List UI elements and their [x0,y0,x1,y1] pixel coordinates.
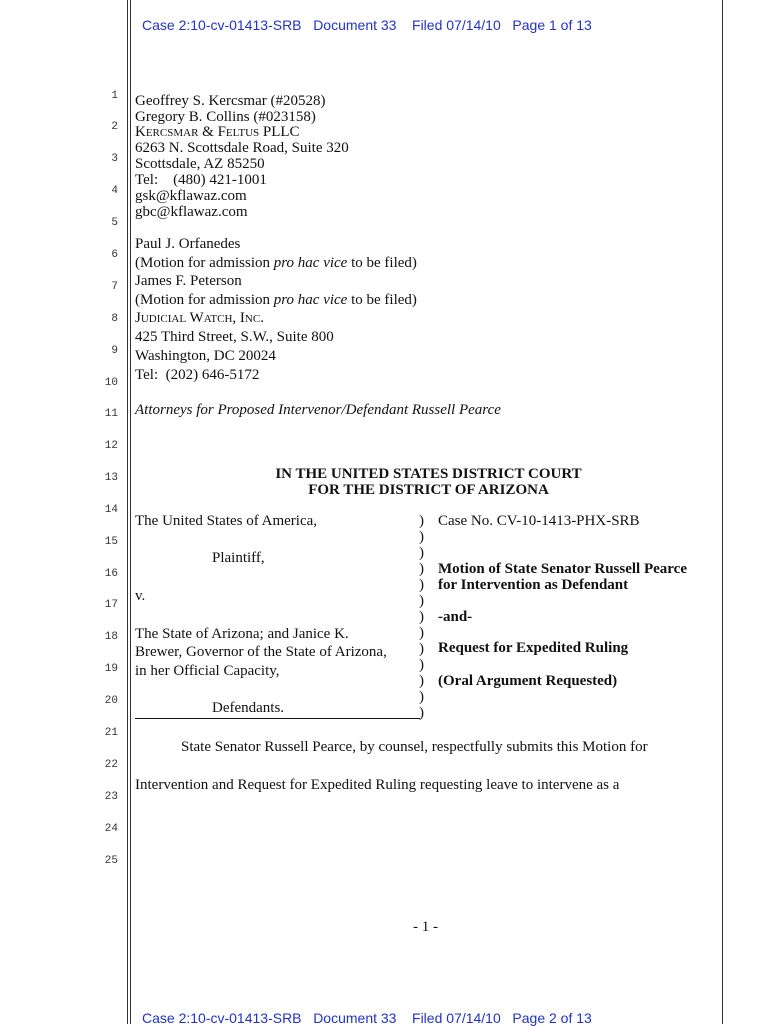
left-margin-rule-outer [127,0,128,1024]
line-number: 16 [104,568,118,580]
paren: ) [419,545,424,561]
line-number: 24 [104,823,118,835]
and-separator: -and- [438,609,473,625]
paren: ) [419,513,424,529]
left-margin-rule-inner [130,0,131,1024]
paren: ) [419,657,424,673]
paren: ) [419,641,424,657]
counsel-line: Gregory B. Collins (#023158) [135,109,316,125]
paren: ) [419,561,424,577]
counsel-line: 425 Third Street, S.W., Suite 800 [135,329,334,345]
line-number: 10 [104,377,118,389]
counsel-line: Washington, DC 20024 [135,348,276,364]
line-number: 18 [104,631,118,643]
counsel-line: James F. Peterson [135,273,242,289]
line-number: 5 [111,217,118,229]
line-number: 1 [111,90,118,102]
paren: ) [419,673,424,689]
counsel-line: Paul J. Orfanedes [135,236,241,252]
note-text: (Motion for admission [135,255,274,271]
defendant-line: in her Official Capacity, [135,663,280,679]
line-number: 19 [104,663,118,675]
line-number: 25 [104,855,118,867]
counsel-line: Scottsdale, AZ 85250 [135,156,265,172]
page-number: - 1 - [413,919,438,935]
caption-underline [135,718,420,719]
line-number: 7 [111,281,118,293]
line-number: 23 [104,791,118,803]
firm-name: Judicial Watch, Inc. [135,310,264,326]
line-number: 3 [111,153,118,165]
line-number: 8 [111,313,118,325]
counsel-line: Geoffrey S. Kercsmar (#20528) [135,93,326,109]
court-title-line1: IN THE UNITED STATES DISTRICT COURT [275,466,582,482]
line-number: 17 [104,599,118,611]
defendant-line: The State of Arizona; and Janice K. [135,626,349,642]
plaintiff-name: The United States of America, [135,513,318,529]
oral-argument-note: (Oral Argument Requested) [438,673,618,689]
plaintiff-label: Plaintiff, [212,550,265,566]
paren: ) [419,625,424,641]
motion-title-line1: Motion of State Senator Russell Pearce [438,561,687,577]
line-number: 6 [111,249,118,261]
pro-hac-vice-note [135,292,417,308]
note-italic: pro hac vice [273,292,348,308]
counsel-line: 6263 N. Scottsdale Road, Suite 320 [135,140,349,156]
line-number: 13 [104,472,118,484]
line-number: 12 [104,440,118,452]
paren: ) [419,593,424,609]
motion-title-line2: for Intervention as Defendant [438,577,629,593]
court-title-line2: FOR THE DISTRICT OF ARIZONA [308,482,549,498]
line-number: 20 [104,695,118,707]
defendants-label: Defendants. [212,700,285,716]
pro-hac-vice-note [135,255,417,271]
body-paragraph-line2: Intervention and Request for Expedited Ruling requesting leave to intervene as a [135,777,620,793]
paren: ) [419,689,424,705]
firm-name: Kercsmar & Feltus PLLC [135,124,300,140]
paren: ) [419,577,424,593]
note-text: to be filed) [347,255,417,271]
attorneys-for: Attorneys for Proposed Intervenor/Defendant Russell Pearce [135,402,501,418]
note-text: to be filed) [347,292,417,308]
paren: ) [419,705,424,721]
paren: ) [419,609,424,625]
counsel-phone: Tel: (202) 646-5172 [135,367,260,383]
body-paragraph-line1: State Senator Russell Pearce, by counsel, respectfully submits this Motion for [181,739,648,755]
defendant-line: Brewer, Governor of the State of Arizona, [135,644,387,660]
page-header: Case 2:10-cv-01413-SRB Document 33 Filed 07/14/10 Page 1 of 13 [142,17,592,33]
line-number: 14 [104,504,118,516]
counsel-email: gbc@kflawaz.com [135,204,248,220]
line-number: 2 [111,121,118,133]
right-margin-rule [722,0,723,1024]
versus: v. [135,588,146,604]
note-italic: pro hac vice [273,255,348,271]
request-title: Request for Expedited Ruling [438,640,629,656]
case-number: Case No. CV-10-1413-PHX-SRB [438,513,640,529]
line-number: 21 [104,727,118,739]
line-number: 22 [104,759,118,771]
counsel-email: gsk@kflawaz.com [135,188,247,204]
line-number: 11 [104,408,118,420]
line-number: 4 [111,185,118,197]
note-text: (Motion for admission [135,292,274,308]
line-number: 9 [111,345,118,357]
next-page-header: Case 2:10-cv-01413-SRB Document 33 Filed 07/14/10 Page 2 of 13 [142,1010,592,1026]
line-number: 15 [104,536,118,548]
counsel-phone: Tel: (480) 421-1001 [135,172,267,188]
paren: ) [419,529,424,545]
